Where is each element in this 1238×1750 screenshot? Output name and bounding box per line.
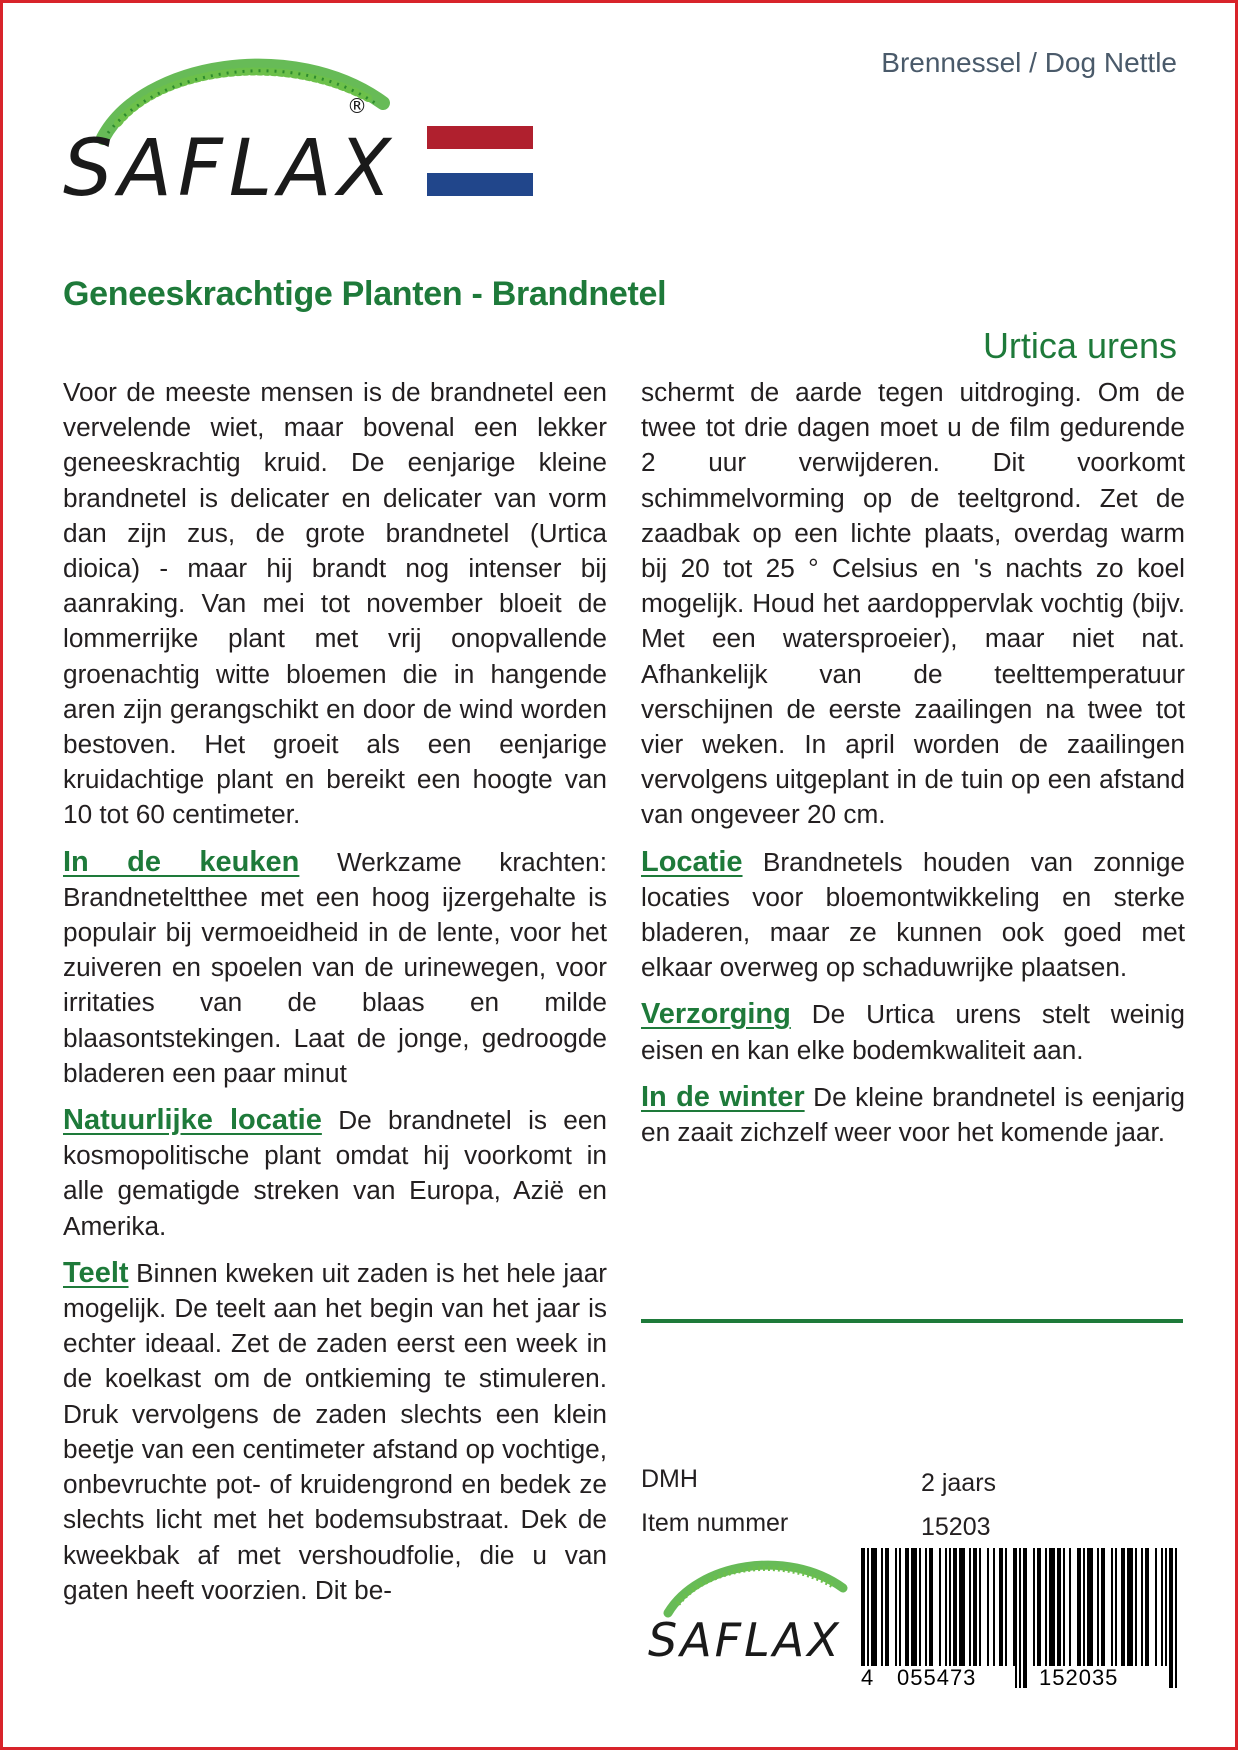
barcode-bar [979, 1548, 981, 1666]
winter-section [641, 1080, 1185, 1150]
item-number-label: Item nummer [641, 1509, 789, 1537]
barcode-bar [993, 1548, 995, 1666]
barcode-bar [1155, 1548, 1157, 1666]
kitchen-text: Werkzame krachten: Brandneteltthee met een hoog ijzergehalte is populair bij vermoeidheid in de lente, voor het zuiveren en spoelen van de urinewegen, voor irritaties van de blaas en milde blaasontstekingen. Laat de jonge, gedroogde bladeren een paar minut [63, 846, 607, 1088]
left-column [63, 375, 607, 1620]
barcode-bar [1005, 1548, 1007, 1666]
barcode-bar [1063, 1548, 1065, 1666]
barcode-bar [945, 1548, 947, 1666]
cultivation-text: Binnen kweken uit zaden is het hele jaar mogelijk. De teelt aan het begin van het jaar is echter ideaal. Zet de zaden eerst een week in de koelkast om de ontkieming te stimuleren. Druk vervolgens de zaden slechts een klein beetje van een centimeter afstand op vochtige, onbevruchte pot- of kruidengrond en bedek ze slechts licht met het bodemsubstraat. Dek de kweekbak af met vershoudfolie, die u van gaten heeft voorzien. Dit be- [63, 1257, 607, 1605]
barcode-bar [1141, 1548, 1143, 1666]
location-section [641, 845, 1185, 986]
barcode-bar [1111, 1548, 1113, 1666]
barcode-bar [1083, 1548, 1085, 1666]
cultivation-section [63, 1256, 607, 1608]
barcode-bar [1115, 1548, 1117, 1666]
barcode-bar [1077, 1548, 1081, 1666]
barcode-first-digit: 4 [861, 1665, 874, 1688]
barcode-bar [1023, 1548, 1027, 1688]
registered-mark: ® [347, 94, 367, 118]
barcode-bar [987, 1548, 989, 1666]
brand-wordmark: SAFLAX [63, 124, 397, 213]
barcode-right-group: 152035 [1039, 1665, 1119, 1688]
barcode-bar [1101, 1548, 1105, 1666]
natural-location-heading: Natuurlijke locatie [63, 1104, 322, 1137]
barcode-bar [969, 1548, 971, 1666]
location-text: Brandnetels houden van zonnige locaties voor bloemontwikkeling en sterke bladeren, maar ze kunnen ook goed met elkaar overweg op schaduwrijke plaatsen. [641, 846, 1185, 983]
barcode-bar [919, 1548, 921, 1666]
page-title: Geneeskrachtige Planten - Brandnetel [63, 275, 667, 313]
item-number-value: 15203 [921, 1513, 991, 1541]
dmh-label: DMH [641, 1465, 698, 1493]
barcode-bar [905, 1548, 909, 1666]
barcode-bar [925, 1548, 927, 1666]
barcode-bar [949, 1548, 951, 1666]
care-text: De Urtica urens stelt weinig eisen en kan elke bodemkwaliteit aan. [641, 999, 1185, 1065]
barcode-bar [1057, 1548, 1061, 1666]
grass-arc-icon [668, 1565, 843, 1613]
barcode-bar [929, 1548, 933, 1666]
cultivation-continued: schermt de aarde tegen uitdroging. Om de twee tot drie dagen moet u de film gedurende 2 uur verwijderen. Dit voorkomt schimmelvorming op de teeltgrond. Zet de zaadbak op een lichte plaats, overdag warm bij 20 tot 25 ° Celsius en 's nachts zo koel mogelijk. Houd het aardoppervlak vochtig (bijv. Met een watersproeier), maar niet nat. Afhankelijk van de teelttemperatuur verschijnen de eerste zaailingen na twee tot vier weken. In april worden de zaailingen vervolgens uitgeplant in de tuin op een afstand van ongeveer 20 cm. [641, 377, 1185, 830]
product-name: Brennessel / Dog Nettle [881, 47, 1177, 78]
barcode-bar [1175, 1548, 1177, 1688]
barcode-bar [1165, 1548, 1167, 1666]
saflax-logo [63, 43, 423, 213]
winter-text: De kleine brandnetel is eenjarig en zaait zichzelf weer voor het komende jaar. [641, 1081, 1185, 1148]
kitchen-section [63, 845, 607, 1091]
barcode-bar [1033, 1548, 1035, 1666]
cultivation-heading: Teelt [63, 1256, 129, 1289]
barcode-bar [1019, 1548, 1021, 1688]
barcode-bar [939, 1548, 941, 1666]
care-heading: Verzorging [641, 998, 791, 1031]
barcode-bar [899, 1548, 901, 1666]
location-heading: Locatie [641, 845, 743, 878]
barcode-bar [881, 1548, 883, 1666]
kitchen-heading: In de keuken [63, 845, 300, 878]
barcode-bar [1049, 1548, 1055, 1666]
dmh-value: 2 jaars [921, 1469, 997, 1497]
barcode-bar [1169, 1548, 1173, 1688]
winter-heading: In de winter [641, 1080, 805, 1113]
barcode-bar [1161, 1548, 1163, 1666]
barcode-bar [959, 1548, 965, 1666]
intro-paragraph: Voor de meeste mensen is de brandnetel een vervelende wiet, maar bovenal een lekker geneeskrachtig kruid. De eenjarige kleine brandnetel is delicater en delicater van vorm dan zijn zus, de grote brandnetel (Urtica dioica) - maar hij brandt nog intenser bij aanraking. Van mei tot november bloeit de lommerrijke plant met vrij onopvallende groenachtig witte bloemen die in hangende aren zijn gerangschikt en door de wind worden bestoven. Het groeit als een eenjarige kruidachtige plant en bereikt een hoogte van 10 tot 60 centimeter. [63, 377, 607, 830]
barcode-left-group: 055473 [897, 1665, 977, 1688]
barcode-bar [885, 1548, 889, 1666]
natural-location-text: De brandnetel is een kosmopolitische plant omdat hij voorkomt in alle gematigde streken van Europa, Azië en Amerika. [63, 1105, 607, 1241]
right-column [641, 375, 1185, 1162]
barcode-bar [911, 1548, 917, 1666]
dutch-flag-icon [427, 126, 533, 196]
barcode-bar [1121, 1548, 1125, 1666]
barcode-bar [1127, 1548, 1133, 1666]
barcode [859, 1548, 1181, 1688]
barcode-bar [953, 1548, 957, 1666]
barcode-bar [999, 1548, 1003, 1666]
saflax-logo-small [643, 1548, 863, 1673]
divider [641, 1319, 1183, 1323]
natural-location-section [63, 1103, 607, 1244]
barcode-bar [1097, 1548, 1099, 1666]
care-section [641, 997, 1185, 1067]
barcode-bar [871, 1548, 877, 1666]
barcode-bar [1135, 1548, 1137, 1666]
latin-name: Urtica urens [982, 325, 1177, 366]
barcode-bar [1069, 1548, 1071, 1666]
barcode-bar [1045, 1548, 1047, 1666]
brand-wordmark-small: SAFLAX [648, 1613, 842, 1667]
barcode-bar [1037, 1548, 1041, 1666]
barcode-bar [895, 1548, 897, 1666]
barcode-bar [1145, 1548, 1149, 1666]
barcode-bar [1087, 1548, 1093, 1666]
barcode-bar [973, 1548, 977, 1666]
